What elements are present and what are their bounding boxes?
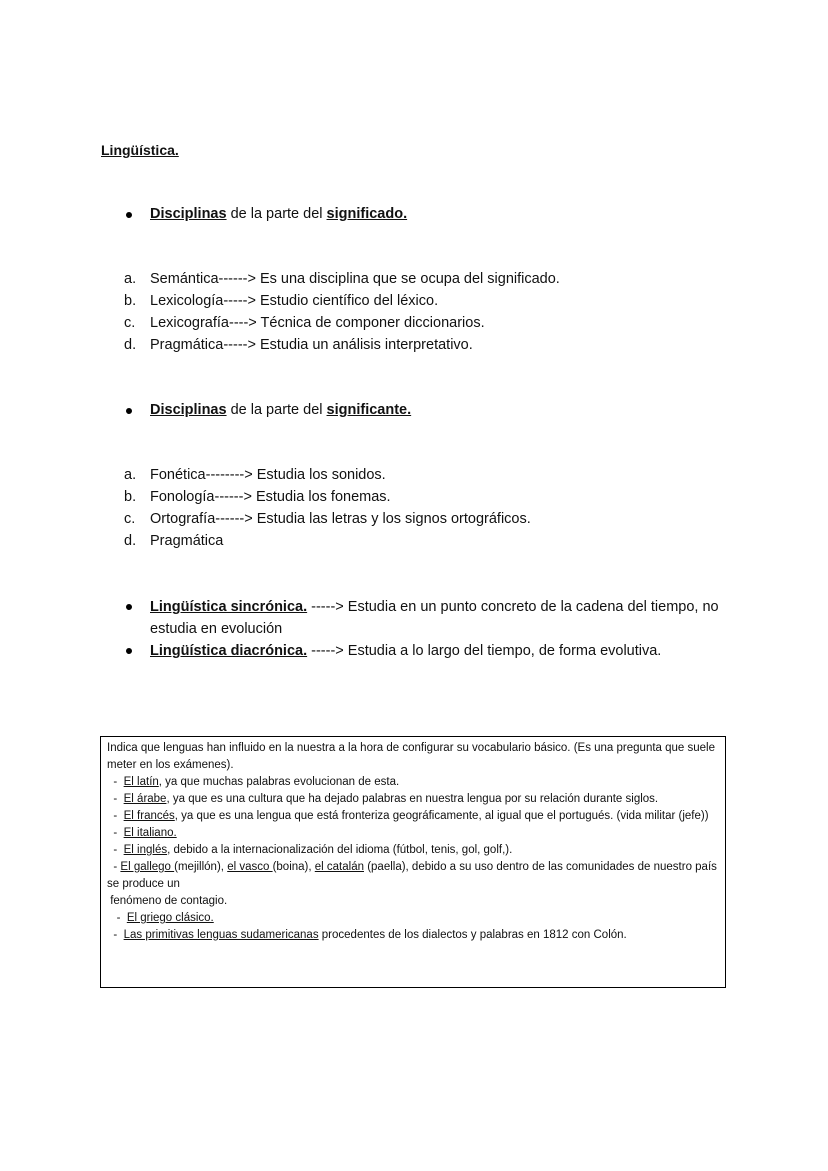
- bullet-icon: [126, 408, 132, 414]
- question-text: Indica que lenguas han influido en la nuestra a la hora de configurar su vocabulario básico. (Es una pregunta que suele meter en los exámenes).: [107, 742, 715, 771]
- bullet-icon: [126, 648, 132, 654]
- heading-keyword: Disciplinas: [150, 206, 227, 222]
- language-item: - El inglés, debido a la internacionalización del idioma (fútbol, tenis, gol, golf,).: [107, 844, 513, 856]
- language-item: - El italiano.: [107, 827, 177, 839]
- document-page: Lingüística. Disciplinas de la parte del significado. a. Semántica------> Es una disciplina que se ocupa del significado. b. Lexicología-----> Estudio científico del léxico. c. Lexicografía----> Técnica de componer diccionarios. d. Pragmática-----> Estudia un análisis interpretativo. Disciplinas de la parte del significante. a. Fonética--------> Estudia los sonidos. b. Fonología------> Estudia los fonemas. c. Ortografía------> Estudia las letras y los signos ortográficos. d. Pragmática Lingüística sincrónica. -----> Estudia en un punto concreto de la cadena del tiempo, no estudia en evolución Lingüística diacrónica. -----> Estudia a lo largo del tiempo, de forma evolutiva. Indica que lenguas han influido en la nuestra a la hora de configurar su vocabulario básico. (Es una pregunta que suele meter en los exámenes). - El latín, ya que muchas palabras evolucionan de esta. - El árabe, ya que es una cultura que ha dejado palabras en nuestra lengua por su relación durante siglos. - El francés, ya que es una lengua que está fronteriza geográficamente, al igual que el portugués. (vida militar (jefe)) - El italiano. - El inglés, debido a la internacionalización del idioma (fútbol, tenis, gol, golf,). - El gallego (mejillón), el vasco (boina), el catalán (paella), debido a su uso dentro de las comunidades de nuestro país se produce un fenómeno de contagio. - El griego clásico. - Las primitivas lenguas sudamericanas procedentes de los dialectos y palabras en 1812 con Colón.: [0, 0, 828, 1171]
- bullet-icon: [126, 604, 132, 610]
- heading-keyword: Disciplinas: [150, 402, 227, 418]
- language-item: - Las primitivas lenguas sudamericanas procedentes de los dialectos y palabras en 1812 con Colón.: [107, 929, 627, 941]
- language-item: - El latín, ya que muchas palabras evolucionan de esta.: [107, 776, 400, 788]
- language-item: - El gallego (mejillón), el vasco (boina), el catalán (paella), debido a su uso dentro de las comunidades de nuestro país se produce un: [107, 861, 717, 890]
- heading-text: de la parte del: [226, 402, 327, 418]
- language-item-continuation: fenómeno de contagio.: [107, 895, 228, 907]
- page-title: Lingüística.: [101, 142, 179, 158]
- heading-text: de la parte del: [226, 206, 327, 222]
- language-item: - El francés, ya que es una lengua que está fronteriza geográficamente, al igual que el portugués. (vida militar (jefe)): [107, 810, 709, 822]
- language-item: - El árabe, ya que es una cultura que ha dejado palabras en nuestra lengua por su relación durante siglos.: [107, 793, 659, 805]
- heading-keyword: significado.: [326, 206, 408, 222]
- synchronic-linguistics-item: Lingüística sincrónica. -----> Estudia en un punto concreto de la cadena del tiempo, no estudia en evolución: [126, 596, 726, 640]
- diachronic-linguistics-item: Lingüística diacrónica. -----> Estudia a lo largo del tiempo, de forma evolutiva.: [126, 640, 726, 662]
- heading-keyword: significante.: [326, 402, 412, 418]
- bullet-icon: [126, 212, 132, 218]
- language-item: - El griego clásico.: [107, 912, 214, 924]
- exam-question-box: [100, 736, 726, 988]
